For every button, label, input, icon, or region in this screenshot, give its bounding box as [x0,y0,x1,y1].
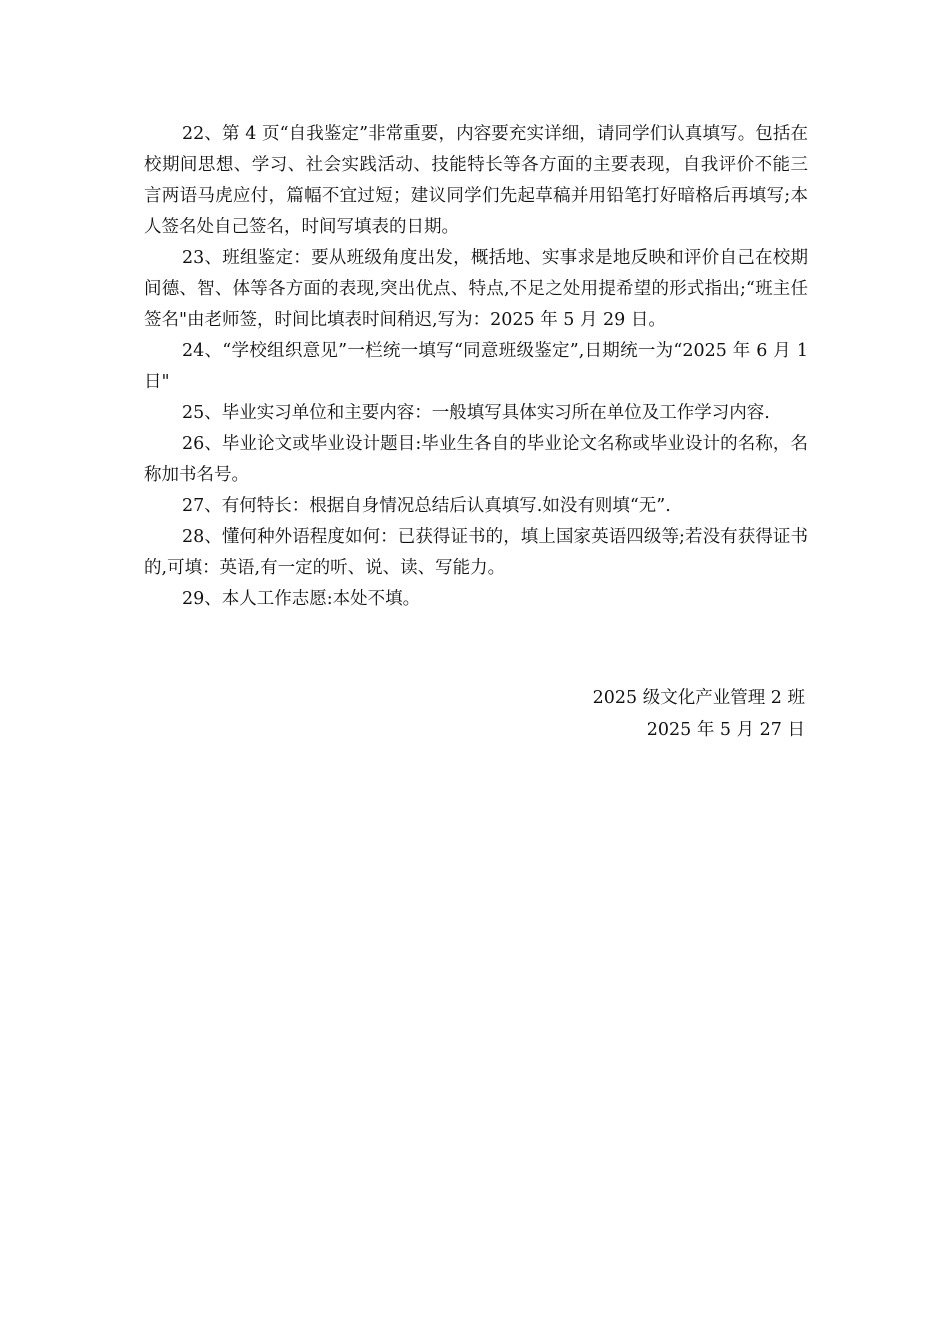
instructions-body [144,119,808,615]
item-25: 25、毕业实习单位和主要内容：一般填写具体实习所在单位及工作学习内容. [182,403,770,423]
item-28: 28、懂何种外语程度如何：已获得证书的，填上国家英语四级等;若没有获得证书的,可填：英语,有一定的听、说、读、写能力。 [144,527,808,578]
item-22: 22、第 4 页“自我鉴定”非常重要，内容要充实详细，请同学们认真填写。包括在校期间思想、学习、社会实践活动、技能特长等各方面的主要表现，自我评价不能三言两语马虎应付，篇幅不宜过短；建议同学们先起草稿并用铅笔打好暗格后再填写;本人签名处自己签名，时间写填表的日期。 [144,124,808,237]
item-29: 29、本人工作志愿:本处不填。 [182,589,421,609]
class-name: 2025 级文化产业管理 2 班 [592,688,805,708]
item-24: 24、“学校组织意见”一栏统一填写“同意班级鉴定”,日期统一为“2025 年 6 月 1 日" [144,341,808,392]
item-23: 23、班组鉴定：要从班级角度出发，概括地、实事求是地反映和评价自己在校期间德、智、体等各方面的表现,突出优点、特点,不足之处用提希望的形式指出;“班主任签名"由老师签，时间比填表时间稍迟,写为：2025 年 5 月 29 日。 [144,248,808,330]
item-26: 26、毕业论文或毕业设计题目:毕业生各自的毕业论文名称或毕业设计的名称，名称加书名号。 [144,434,808,485]
item-27: 27、有何特长：根据自身情况总结后认真填写.如没有则填“无”. [182,496,671,516]
signature-date: 2025 年 5 月 27 日 [646,720,805,740]
signature-block [593,682,805,746]
